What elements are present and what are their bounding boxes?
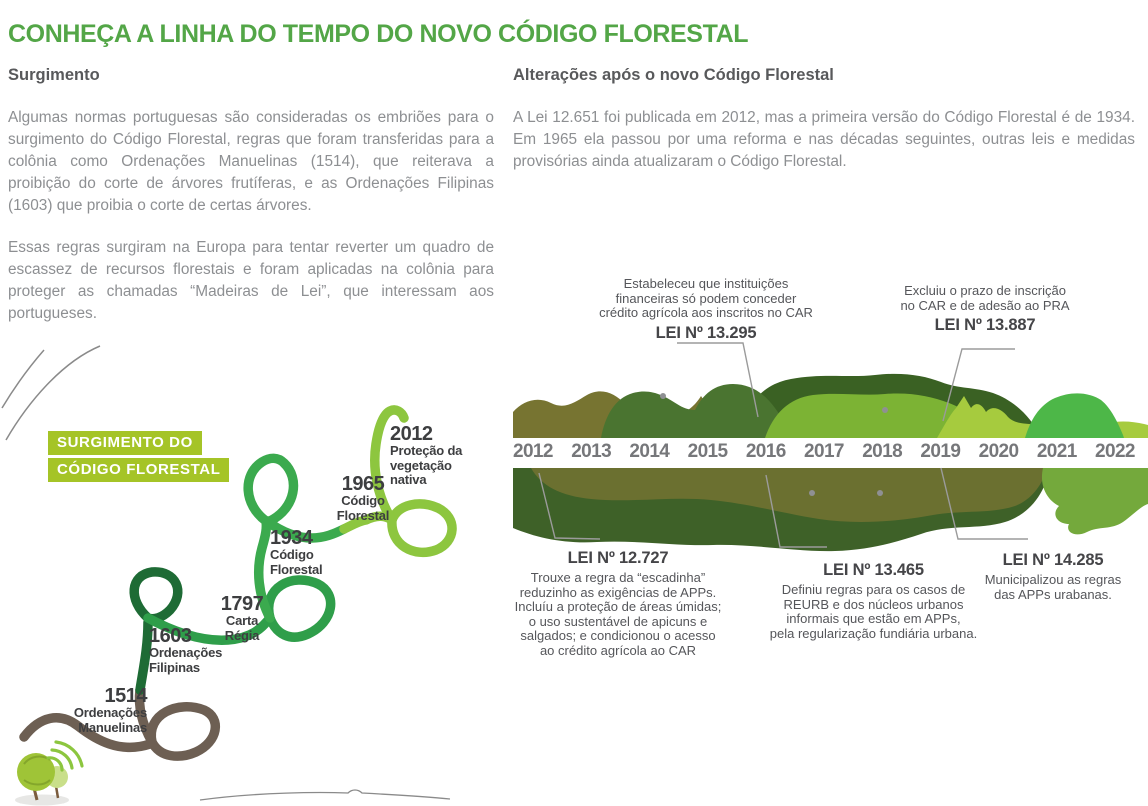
year-label: 2018 <box>862 441 903 462</box>
annotation-text: o uso sustentável de apicuns e <box>528 613 708 629</box>
annotation-text: no CAR e de adesão ao PRA <box>900 297 1070 313</box>
annotation-text: salgados; e condicionou o acesso <box>520 628 716 644</box>
year-label: 2014 <box>629 441 670 462</box>
marker-dot <box>660 393 666 399</box>
tree-shadow <box>15 795 69 806</box>
annotation-text: REURB e dos núcleos urbanos <box>783 596 964 612</box>
right-section-heading: Alterações após o novo Código Florestal <box>513 66 834 84</box>
annotation-lei-14285 <box>960 551 1146 602</box>
year-label: 2022 <box>1095 441 1135 462</box>
badge-surgimento-line2: CÓDIGO FLORESTAL <box>48 458 229 482</box>
node-caption: Código <box>341 493 385 509</box>
sketch-line <box>6 346 100 440</box>
law-number: LEI Nº 13.887 <box>934 316 1036 335</box>
node-caption: Manuelinas <box>78 719 147 735</box>
node-caption: Ordenações <box>73 705 147 721</box>
annotation-text: informais que estão em APPs, <box>786 611 961 627</box>
annotation-text: crédito agrícola aos inscritos no CAR <box>599 305 813 321</box>
page-title: CONHEÇA A LINHA DO TEMPO DO NOVO CÓDIGO FLORESTAL <box>8 19 749 48</box>
annotation-text: Definiu regras para os casos de <box>781 582 966 597</box>
annotation-text: reduzinho as exigências de APPs. <box>519 584 717 600</box>
year-label: 2012 <box>513 441 553 462</box>
annotation-text: Municipalizou as regras <box>984 572 1122 587</box>
annotation-text: pela regularização fundiária urbana. <box>769 625 978 641</box>
node-caption: Código <box>270 547 314 563</box>
node-year: 1603 <box>149 625 192 647</box>
tree-icon <box>15 753 69 806</box>
annotation-lei-13887 <box>900 284 1070 335</box>
annotation-text: financeiras só podem conceder <box>615 290 797 306</box>
year-label: 2020 <box>978 441 1019 462</box>
left-paragraph-2: Essas regras surgiram na Europa para tentar reverter um quadro de escassez de recursos florestais e foram aplicadas na colônia para proteger as chamadas “Madeiras de Lei”, que interessam aos portugueses. <box>8 239 494 322</box>
badge-surgimento-line1: SURGIMENTO DO <box>48 431 202 455</box>
node-caption: vegetação <box>390 457 452 473</box>
law-number: LEI Nº 13.295 <box>655 323 757 342</box>
annotation-text: Incluíu a proteção de áreas úmidas; <box>514 599 722 615</box>
law-number: LEI Nº 13.465 <box>823 561 924 579</box>
annotation-text: ao crédito agrícola ao CAR <box>539 642 697 658</box>
vine-leaf-1934 <box>248 458 293 521</box>
vine-stem-1514-1603-green <box>140 622 148 690</box>
annotation-text: Estabeleceu que instituições <box>623 276 789 291</box>
year-label: 2019 <box>920 441 961 462</box>
vine-illustration-canvas <box>0 340 510 806</box>
node-caption: Carta <box>225 613 259 629</box>
left-section-heading: Surgimento <box>8 66 100 84</box>
node-caption: Ordenações <box>149 645 223 661</box>
year-label: 2015 <box>687 441 728 462</box>
marker-dot <box>882 407 888 413</box>
annotation-lei-13295 <box>591 277 821 343</box>
annotation-lei-12727 <box>503 549 733 659</box>
node-caption: Proteção da <box>390 443 463 459</box>
timeline-years <box>513 437 1135 467</box>
node-year: 2012 <box>390 423 433 445</box>
sketch-line <box>2 350 44 408</box>
annotation-text: Excluiu o prazo de inscrição <box>904 283 1066 298</box>
node-caption: Florestal <box>270 561 323 577</box>
node-year: 1514 <box>104 685 147 707</box>
marker-dot <box>877 490 883 496</box>
law-number: LEI Nº 14.285 <box>1002 551 1104 569</box>
timeline-node-1797 <box>205 594 279 643</box>
horizon-line <box>200 790 450 800</box>
node-caption: Florestal <box>336 507 390 523</box>
marker-dot <box>809 490 815 496</box>
node-year: 1965 <box>341 473 385 495</box>
node-year: 1797 <box>220 593 264 615</box>
node-caption: Filipinas <box>149 659 200 675</box>
hill-green-far-right <box>1025 393 1124 438</box>
timeline-node-1934 <box>270 528 322 577</box>
vine-leaf-1514 <box>151 707 215 756</box>
valley-green-below-right <box>1042 468 1148 534</box>
law-number: LEI Nº 12.727 <box>567 549 669 567</box>
annotation-text: Trouxe a regra da “escadinha” <box>530 570 706 585</box>
left-paragraph-1: Algumas normas portuguesas são consideradas os embriões para o surgimento do Código Florestal, regras que foram transferidas para a colônia como Ordenações Manuelinas (1514), que reiterava a proibição do corte de árvores frutíferas, e as Ordenações Filipinas (1603) que proibia o corte de certas árvores. <box>8 109 494 214</box>
right-paragraph: A Lei 12.651 foi publicada em 2012, mas a primeira versão do Código Florestal é de 1934. Em 1965 ela passou por uma reforma e nas décadas seguintes, outras leis e medidas provisórias ainda atualizaram o Código Florestal. <box>513 109 1135 170</box>
timeline-node-1514 <box>55 686 147 735</box>
vine-leaf-1603 <box>134 572 178 619</box>
node-caption: nativa <box>390 472 427 488</box>
node-year: 1934 <box>270 527 313 549</box>
year-label: 2017 <box>804 441 844 462</box>
annotation-text: das APPs urabanas. <box>994 586 1112 602</box>
year-label: 2016 <box>745 441 786 462</box>
annotation-lei-13465 <box>755 561 992 641</box>
node-caption: Régia <box>224 627 260 643</box>
timeline-node-2012 <box>390 424 462 488</box>
year-label: 2013 <box>571 441 612 462</box>
year-label: 2021 <box>1036 441 1077 462</box>
